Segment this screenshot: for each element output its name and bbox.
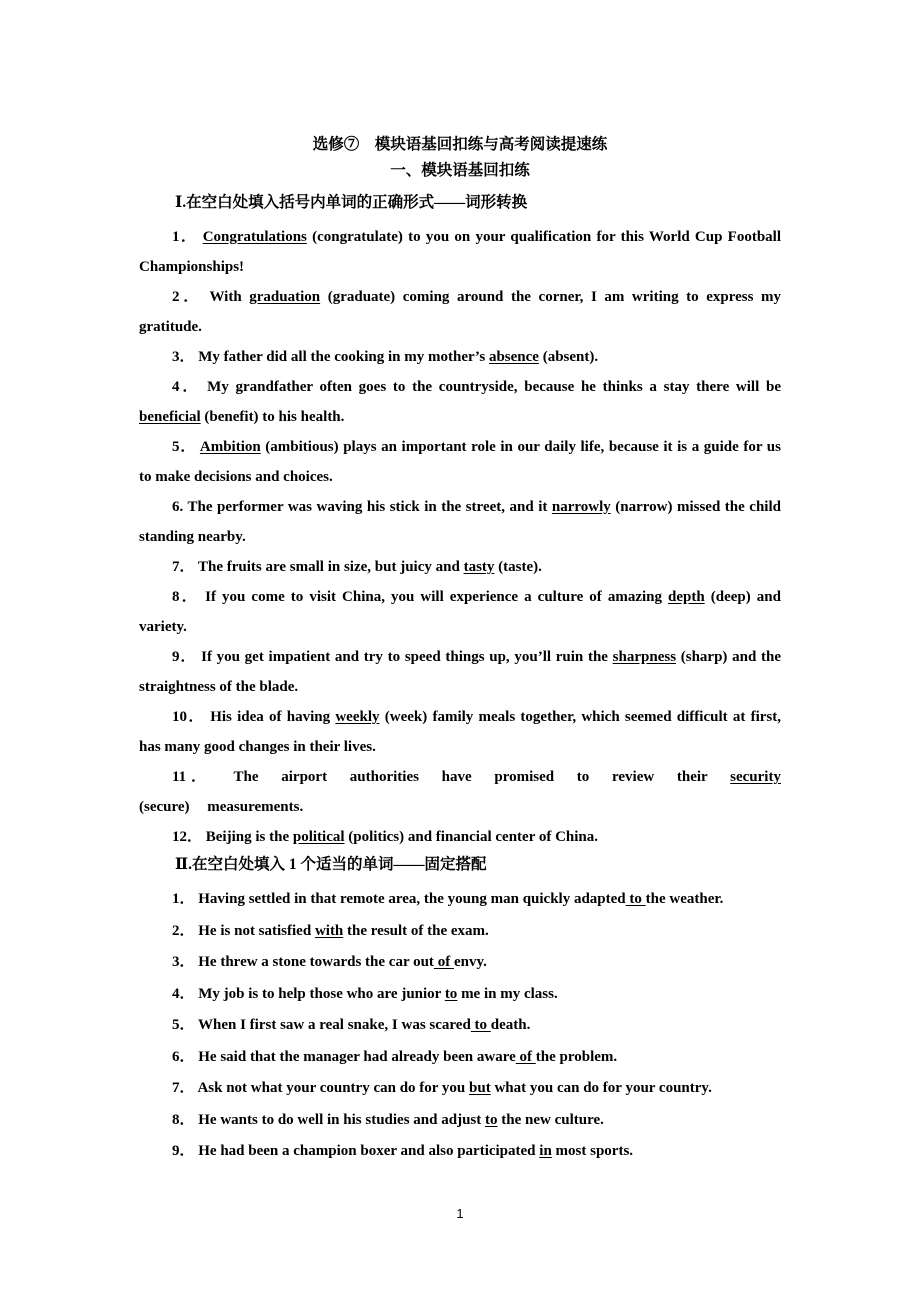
item-text-before: He said that the manager had already been aware (198, 1048, 516, 1065)
section2-item (139, 947, 781, 979)
answer-blank: of (515, 1048, 536, 1065)
item-text-after: (sharp) and the straightness of the blade. (139, 649, 781, 695)
item-text-before: The airport authorities have promised to review their (233, 769, 731, 785)
item-text-after: (congratulate) to you on your qualification for this World Cup Football Championships! (139, 229, 781, 275)
item-number: 3． (172, 349, 195, 365)
section2-heading: Ⅱ.在空白处填入 1 个适当的单词——固定搭配 (175, 856, 487, 873)
item-text-before: If you get impatient and try to speed things up, you’ll ruin the (201, 649, 613, 665)
section2-item (139, 1136, 781, 1168)
item-text-before: When I first saw a real snake, I was scared (198, 1017, 471, 1033)
answer-blank: absence (488, 349, 539, 365)
item-text-before: His idea of having (210, 709, 336, 725)
section1-item (139, 432, 781, 492)
section1-item (139, 342, 781, 372)
answer-blank: weekly (335, 709, 380, 725)
item-text-after: (benefit) to his health. (200, 409, 345, 425)
item-number: 3． (172, 954, 195, 970)
answer-blank: political (292, 829, 345, 845)
section1-item (139, 222, 781, 282)
answer-blank: sharpness (612, 649, 677, 665)
section2-item (139, 1105, 781, 1137)
item-text-before: With (209, 289, 250, 305)
item-text-after: me in my class. (457, 985, 558, 1002)
item-text-before: If you come to visit China, you will experience a culture of amazing (205, 589, 669, 605)
page-title: 选修⑦ 模块语基回扣练与高考阅读提速练 (312, 136, 608, 153)
item-number: 11． (172, 769, 212, 785)
answer-blank: to (625, 891, 646, 907)
item-text-after: death. (490, 1017, 531, 1033)
item-number: 5． (172, 439, 197, 455)
answer-blank: of (433, 954, 454, 970)
item-number: 2． (172, 289, 203, 305)
answer-blank: depth (668, 589, 705, 605)
item-text-after: the weather. (645, 891, 724, 907)
answer-blank: beneficial (139, 409, 201, 425)
item-number: 1． (172, 891, 195, 907)
item-text-after: (narrow) missed the child standing nearby. (139, 499, 781, 545)
answer-blank: to (485, 1111, 498, 1128)
section1-item (139, 702, 781, 762)
item-number: 9． (172, 649, 197, 665)
item-text-before: Having settled in that remote area, the young man quickly adapted (198, 891, 626, 907)
section2-item (139, 1042, 781, 1074)
page-number: 1 (456, 1206, 464, 1221)
item-text-before: My grandfather often goes to the countryside, because he thinks a stay there will be (207, 379, 781, 395)
item-text-after: (week) family meals together, which seemed difficult at first, has many good changes in their lives. (139, 709, 781, 755)
section1-item (139, 642, 781, 702)
item-number: 1． (172, 229, 198, 245)
section1-item (139, 492, 781, 552)
item-text-before: He had been a champion boxer and also participated (198, 1143, 540, 1159)
item-number: 4． (172, 985, 195, 1002)
item-text-before: My job is to help those who are junior (198, 985, 445, 1002)
item-text-after: (ambitious) plays an important role in our daily life, because it is a guide for us to make decisions and choices. (139, 439, 781, 485)
answer-blank: Congratulations (202, 229, 307, 245)
item-number: 6. (172, 499, 184, 515)
section2-list (139, 884, 781, 1168)
item-text-before: He is not satisfied (198, 922, 315, 939)
section1-item (139, 762, 781, 822)
item-text-after: (deep) and variety. (139, 589, 781, 635)
section1-item (139, 372, 781, 432)
item-text-after: most sports. (551, 1143, 634, 1159)
answer-blank: but (469, 1080, 491, 1096)
section2-item (139, 1010, 781, 1042)
answer-blank: to (470, 1017, 491, 1033)
item-number: 5． (172, 1017, 195, 1033)
section2-item (139, 916, 781, 948)
item-number: 8． (172, 1111, 195, 1128)
item-text-after: the new culture. (497, 1111, 604, 1128)
section1-heading: Ⅰ.在空白处填入括号内单词的正确形式——词形转换 (175, 194, 528, 211)
answer-blank: in (539, 1143, 552, 1159)
section1-item (139, 282, 781, 342)
answer-blank: graduation (249, 289, 321, 305)
item-text-after: what you can do for your country. (490, 1080, 712, 1096)
section2-item (139, 1073, 781, 1105)
answer-blank: security (730, 769, 781, 785)
item-text-after: (graduate) coming around the corner, I am writing to express my gratitude. (139, 289, 782, 335)
answer-blank: with (314, 922, 344, 939)
section2-item (139, 884, 781, 916)
section1-item (139, 582, 781, 642)
answer-blank: to (444, 985, 458, 1002)
item-text-before: He wants to do well in his studies and adjust (198, 1111, 485, 1128)
item-number: 7． (172, 559, 195, 575)
item-text-before: The performer was waving his stick in the street, and it (187, 499, 552, 515)
item-number: 8． (172, 589, 200, 605)
item-number: 6． (172, 1048, 195, 1065)
item-text-after: the result of the exam. (343, 922, 489, 939)
item-text-after: envy. (453, 954, 487, 970)
item-number: 12． (172, 829, 203, 845)
item-text-after: (taste). (494, 559, 542, 575)
section2-item (139, 979, 781, 1011)
section1-list (139, 222, 781, 852)
section1-item (139, 552, 781, 582)
item-text-before: He threw a stone towards the car out (198, 954, 434, 970)
section1-item (139, 822, 781, 852)
answer-blank: tasty (463, 559, 495, 575)
item-text-before: Beijing is the (205, 829, 293, 845)
item-text-after: (absent). (538, 349, 599, 365)
item-text-before: Ask not what your country can do for you (197, 1080, 470, 1096)
answer-blank: Ambition (199, 439, 261, 455)
item-text-after: the problem. (535, 1048, 618, 1065)
item-text-after: (politics) and financial center of China. (344, 829, 599, 845)
item-number: 9． (172, 1143, 195, 1159)
item-text-before: The fruits are small in size, but juicy and (198, 559, 464, 575)
item-number: 10． (172, 709, 205, 725)
item-number: 7． (172, 1080, 195, 1096)
page-content (139, 133, 781, 1168)
page-subtitle: 一、模块语基回扣练 (390, 162, 530, 179)
item-text-before: My father did all the cooking in my mother’s (198, 349, 489, 365)
item-text-after: (secure) measurements. (139, 799, 304, 815)
item-number: 2． (172, 922, 195, 939)
item-number: 4． (172, 379, 201, 395)
answer-blank: narrowly (551, 499, 611, 515)
